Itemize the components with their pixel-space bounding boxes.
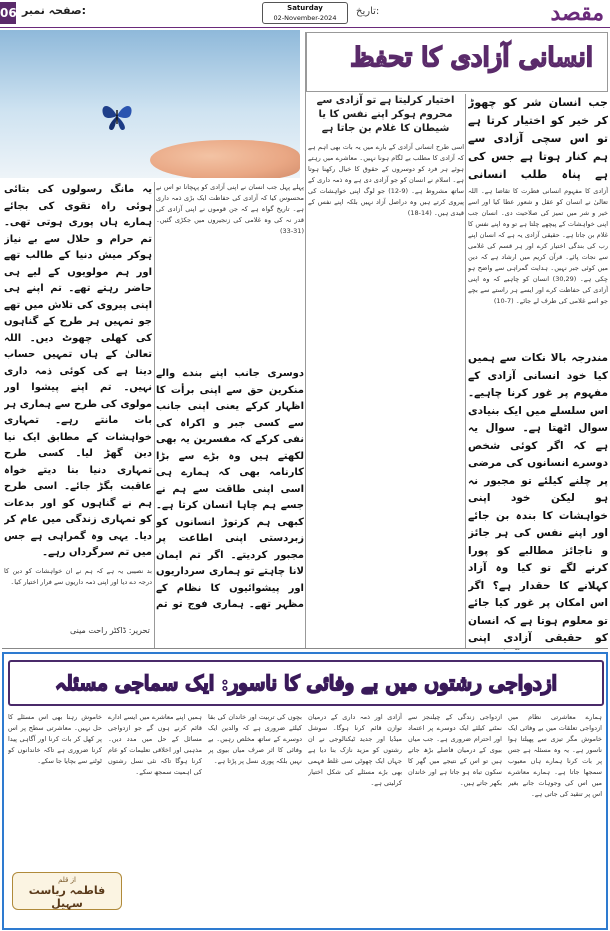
signature-name: فاطمہ ریاست سہیل — [28, 884, 106, 910]
signature-by: از قلم — [58, 876, 76, 884]
lead-paragraph: جب انسان شر کو چھوڑ کر خیر کو اختیار کرتا ہے تو اس سچی آزادی سے ہم کنار ہوتا ہے جس کی ہے پناہ طلب انسانی — [468, 96, 608, 181]
body-paragraph: اسی طرح انسانی آزادی کے بارے میں یہ بات بھی اہم ہے کہ آزادی کا مطلب بے لگام ہونا نہیں۔ معاشرے میں رہتے ہوئے ہر فرد کو دوسروں کے حقوق کا خیال رکھنا ہوتا ہے۔ اسلام نے انسان کو جو آزادی دی ہے وہ ذمہ داری کے ساتھ مشروط ہے۔ (9-12) جو لوگ اپنی خواہشات کی پیروی کرتے ہیں وہ دراصل آزاد نہیں بلکہ اپنے نفس کے قیدی ہیں۔ (14-18) — [308, 143, 464, 217]
body-paragraph-dark: دوسری جانب اپنے بندے والے منکرین حق سے اپنی برأت کا اظہار کرکے یعنی اپنی جانب سے کسی جبر و اکراہ کی نفی کرکے کہ مفسرین یہ بھی لکھتے ہیں وہ بڑے سے بڑا کارنامہ بھی کہ ہمارے ہی اسی اپنی طاقت سے ہم نے جسے ہم چاہا انسان کرتا ہے۔ کبھی ہم کرتوڑ انسانوں کو زبردستی اپنی اطاعت پر مجبور کردیتے۔ اگر تم ایمان لانا چاہتے تو ہماری سرداریوں اور پیشوائیوں کا نظام کے مظہر تھے۔ ہماری فوج تو تم — [156, 368, 304, 610]
section-divider — [2, 648, 608, 649]
body-paragraph: پہلے پہل جب انسان نے اپنی آزادی کو پہچانا تو اس نے محسوس کیا کہ آزادی کی حفاظت ایک بڑی ذمہ داری ہے۔ تاریخ گواہ ہے کہ جن قوموں نے اپنی آزادی کی قدر نہ کی وہ غلامی کی زنجیروں میں جکڑی گئیں۔ (31-33) — [156, 183, 304, 235]
page-number: 06 — [0, 2, 16, 24]
article-title: انسانی آزادی کا تحفظ — [350, 43, 593, 73]
column-divider — [305, 32, 306, 648]
feature-paragraph: بچوں کی تربیت اور خاندان کی بقا کیلئے ضروری ہے کہ والدین ایک دوسرے کے ساتھ مخلص رہیں۔ بے وفائی کا اثر صرف میاں بیوی پر نہیں بلکہ پوری نسل پر پڑتا ہے۔ — [208, 713, 302, 765]
issue-date-box — [262, 2, 348, 24]
feature-paragraph: ہمیں اپنے معاشرے میں ایسے ادارے قائم کرنے ہوں گے جو ازدواجی مسائل کے حل میں مدد دیں۔ مذہبی اور اخلاقی تعلیمات کو عام کرنا ہوگا تاکہ نئی نسل رشتوں کی اہمیت سمجھ سکے۔ — [108, 713, 202, 776]
feature-paragraph: ازدواجی زندگی کے چیلنجز سے نمٹنے کیلئے ایک دوسرے پر اعتماد اور احترام ضروری ہے۔ جب میاں بیوی کے درمیان فاصلے بڑھ جاتے ہیں تو اس کے نتیجے میں گھر کا سکون تباہ ہو جاتا ہے اور خاندان بکھر جاتے ہیں۔ — [408, 713, 502, 787]
body-paragraph-dark: یہ مانگ رسولوں کی بتائی ہوئی راہ تقوی کی بجائے ہمارے ہاں پوری ہوتی تھی۔ تم حرام و حلال سے بے نیاز ہوکر میش دنیا کے طالب تھے اور ہم مولویوں کے لیے ہی حاضر رہتے تھے۔ تم اپنے ہی اپنی پیروی کی تلاش میں تھے جو تمہیں ہر طرح کے گناہوں کی کھلی چھوٹ دیں۔ اللہ تعالیٰ کے ہاں تمہیں حساب دینا ہے کی کوئی ذمہ داری نہیں۔ تم اپنے پیشوا اور مولوی کی طرح سے ہماری ہر بات مانتے رہے۔ تمہاری خواہشات کے مطابق ایک نیا دین گھڑ لیا۔ کسی طرح تمہاری دنیا بنا دیتے خواہ عاقبت بگڑ جائے۔ اسی طرح ہم نے گناہوں کو اور بدعات کو تمہاری زندگی میں عام کر دیا۔ یہی وہ گمراہی ہے جس میں تم سرگرداں رہے۔ — [4, 184, 152, 558]
page-number-label: صفحہ نمبر: — [22, 4, 86, 17]
body-paragraph: بد نصیبی یہ ہے کہ ہم نے ان خواہشات کو دین کا درجہ دے دیا اور اپنی ذمہ داریوں سے فرار اختیار کیا۔ — [4, 567, 152, 586]
author-signature-box — [12, 872, 122, 910]
article-photo — [0, 30, 300, 178]
feature-paragraph: خاموش رہنا بھی اس مسئلے کا حل نہیں۔ معاشرتی سطح پر اس پر کھل کر بات کرنا اور آگاہی پیدا کرنا ضروری ہے تاکہ خاندانوں کو ٹوٹنے سے بچایا جا سکے۔ — [8, 713, 102, 765]
feature-paragraph: ہمارے معاشرتی نظام میں ازدواجی تعلقات میں بے وفائی ایک خاموش مگر تیزی سے پھیلتا ہوا ناسور ہے۔ یہ وہ مسئلہ ہے جس پر بات کرنا ہمارے ہاں معیوب سمجھا جاتا ہے۔ ہمارے معاشرے میں اس کی وجوہات جانے بغیر اس پر تنقید کی جاتی ہے۔ — [508, 713, 602, 798]
article-author: تحریر: ڈاکٹر راحت مینی — [70, 626, 150, 635]
newspaper-logo: مقصد — [550, 0, 604, 26]
issue-date: 02-November-2024 — [273, 14, 337, 22]
open-hand-image — [150, 140, 300, 178]
feature-paragraph: آزادی اور ذمہ داری کے درمیان توازن قائم کرنا ہوگا۔ سوشل میڈیا اور جدید ٹیکنالوجی نے ان رشتوں کو مزید نازک بنا دیا ہے جہاں ایک چھوٹی سی غلط فہمی بھی بڑے مسئلے کی شکل اختیار کرلیتی ہے۔ — [308, 713, 402, 787]
article-title-box — [306, 32, 608, 92]
date-label: تاریخ: — [356, 6, 380, 17]
column-divider — [465, 94, 466, 648]
column-divider — [154, 182, 155, 648]
butterfly-icon — [100, 100, 134, 132]
feature-title: ازدواجی رشتوں میں بے وفائی کا ناسور: ایک سماجی مسئلہ — [8, 660, 604, 706]
body-paragraph: آزادی کا مفہوم انسانی فطرت کا تقاضا ہے۔ اللہ تعالیٰ نے انسان کو عقل و شعور عطا کیا اور اسے خیر و شر میں تمیز کی صلاحیت دی۔ انسان جب اپنی خواہشات کے پیچھے چلتا ہے تو وہ اپنے نفس کا غلام بن جاتا ہے۔ حقیقی آزادی یہ ہے کہ انسان اپنے رب کی بندگی اختیار کرے اور ہر قسم کی غلامی سے نجات پائے۔ قرآن کریم میں ارشاد ہے کہ دین میں کوئی جبر نہیں۔ ہدایت گمراہی سے واضح ہو چکی ہے۔ (30,29) انسان کو چاہیے کہ وہ اپنی آزادی کی حفاظت کرے اور ایسے ہر راستے سے بچے جو اسے غلامی کی طرف لے جائے۔ (7-10) — [468, 187, 608, 305]
pull-quote: اختیار کرلیتا ہے تو آزادی سے محروم ہوکر اپنے نفس کا یا شیطان کا غلام بن جاتا ہے — [316, 95, 455, 134]
issue-day: Saturday — [287, 4, 323, 12]
body-paragraph-dark: مندرجہ بالا نکات سے ہمیں کیا خود انسانی آزادی کے مفہوم پر غور کرنا چاہیے۔ اس سلسلے میں ایک بنیادی سوال اٹھتا ہے۔ سوال یہ ہے کہ اگر کوئی شخص دوسرے انسانوں کی مرضی پر چلنے کیلئے تو مجبور نہ ہو لیکن خود اپنی خواہشات کا بندہ بن جائے اور اپنے نفس کی ہر جائز و ناجائز مطالبے کو پورا کرنے لگے تو کیا وہ آزاد کہلانے کا حقدار ہے؟ اگر اس امکان پر غور کیا جائے تو معلوم ہوتا ہے کہ انسان کو حقیقی آزادی اپنی — [468, 352, 608, 644]
